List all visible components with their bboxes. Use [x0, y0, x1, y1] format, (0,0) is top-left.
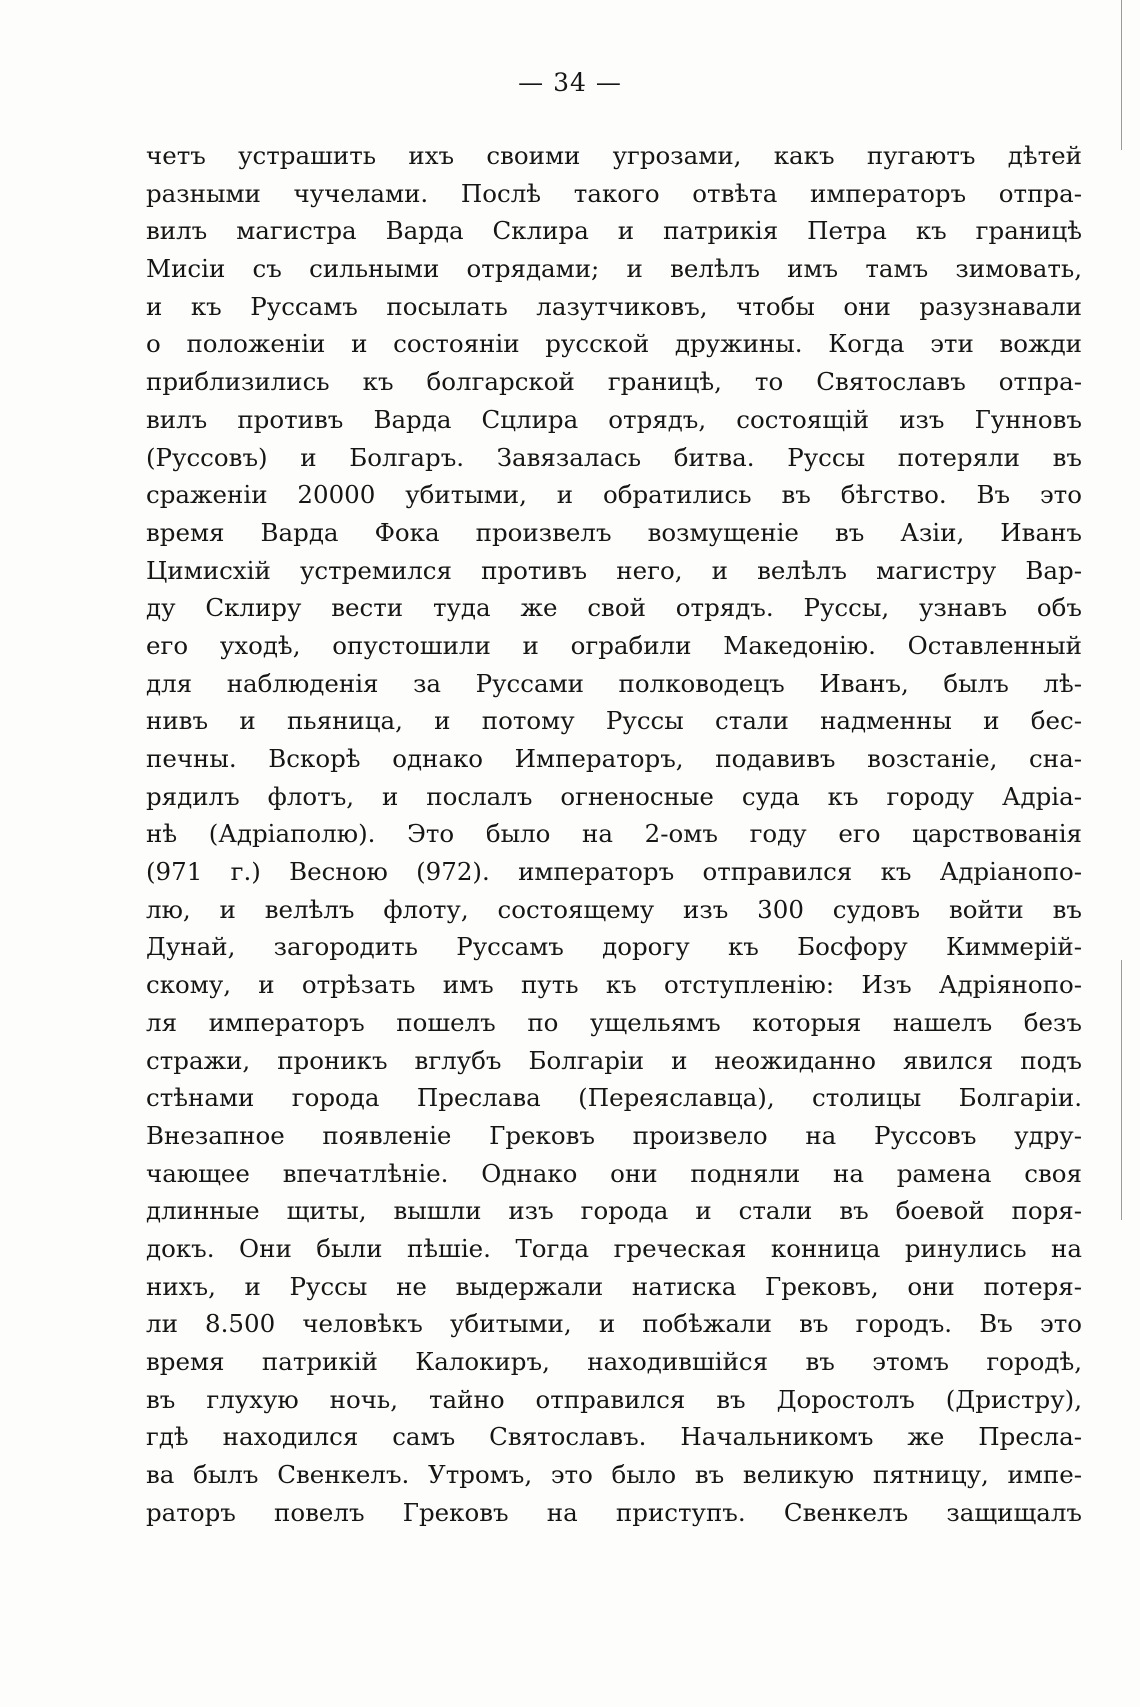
text-line: его уходѣ, опустошили и ограбили Македонію. Оставленный [146, 630, 1082, 660]
text-line: Дунай, загородить Руссамъ дорогу къ Босфору Киммерій- [146, 932, 1082, 962]
text-line: нихъ, и Руссы не выдержали натиска Грековъ, они потеря- [146, 1271, 1082, 1301]
text-line: сраженіи 20000 убитыми, и обратились въ бѣгство. Въ это [146, 480, 1082, 510]
text-line: (971 г.) Весною (972). императоръ отправился къ Адріанопо- [146, 857, 1082, 887]
text-line: вилъ магистра Варда Склира и патрикія Петра къ границѣ [146, 216, 1082, 246]
page-edge-mark [1121, 960, 1122, 1220]
text-line: вилъ противъ Варда Сцлира отрядъ, состоящій изъ Гунновъ [146, 404, 1082, 434]
text-line: чающее впечатлѣніе. Однако они подняли на рамена своя [146, 1158, 1082, 1188]
text-line: ли 8.500 человѣкъ убитыми, и побѣжали въ городъ. Въ это [146, 1309, 1082, 1339]
text-line: гдѣ находился самъ Святославъ. Начальникомъ же Пресла- [146, 1422, 1082, 1452]
text-line: и къ Руссамъ посылать лазутчиковъ, чтобы они разузнавали [146, 291, 1082, 321]
text-line: длинные щиты, вышли изъ города и стали въ боевой поря- [146, 1196, 1082, 1226]
text-line: рядилъ флотъ, и послалъ огненосные суда къ городу Адріа- [146, 781, 1082, 811]
text-line: печны. Вскорѣ однако Императоръ, подавивъ возстаніе, сна- [146, 744, 1082, 773]
text-line: лю, и велѣлъ флоту, состоящему изъ 300 судовъ войти въ [146, 894, 1082, 924]
text-line: Внезапное появленіе Грековъ произвело на Руссовъ удру- [146, 1120, 1082, 1150]
text-line: въ глухую ночь, тайно отправился въ Доростолъ (Дристру), [146, 1384, 1082, 1414]
text-line: стражи, проникъ вглубъ Болгаріи и неожиданно явился подъ [146, 1045, 1082, 1075]
text-line: разными чучелами. Послѣ такого отвѣта императоръ отпра- [146, 178, 1082, 208]
text-line: ва былъ Свенкелъ. Утромъ, это было въ великую пятницу, импе- [146, 1460, 1082, 1490]
text-line: для наблюденія за Руссами полководецъ Иванъ, былъ лѣ- [146, 668, 1082, 698]
text-line: раторъ повелъ Грековъ на приступъ. Свенкелъ защищалъ [146, 1497, 1082, 1527]
text-line: докъ. Они были пѣшіе. Тогда греческая конница ринулись на [146, 1233, 1082, 1263]
text-line: ду Склиру вести туда же свой отрядъ. Руссы, узнавъ объ [146, 593, 1082, 623]
text-line: ля императоръ пошелъ по ущельямъ которыя нашелъ безъ [146, 1007, 1082, 1037]
text-line: (Руссовъ) и Болгаръ. Завязалась битва. Руссы потеряли въ [146, 442, 1082, 472]
text-line: приблизились къ болгарской границѣ, то Святославъ отпра- [146, 367, 1082, 397]
text-line: нѣ (Адріаполю). Это было на 2-омъ году его царствованія [146, 819, 1082, 849]
text-line: Мисіи съ сильными отрядами; и велѣлъ имъ тамъ зимовать, [146, 254, 1082, 284]
text-line: скому, и отрѣзать имъ путь къ отступленію: Изъ Адріянопо- [146, 970, 1082, 1000]
text-line: о положеніи и состояніи русской дружины. Когда эти вожди [146, 329, 1082, 359]
text-line: время Варда Фока произвелъ возмущеніе въ Азіи, Иванъ [146, 517, 1082, 547]
text-line: четъ устрашить ихъ своими угрозами, какъ пугаютъ дѣтей [146, 141, 1082, 170]
text-line: нивъ и пьяница, и потому Руссы стали надменны и бес- [146, 706, 1082, 736]
page-number: — 34 — [518, 68, 622, 97]
text-line: Цимисхій устремился противъ него, и велѣлъ магистру Вар- [146, 555, 1082, 585]
text-line: стѣнами города Преслава (Переяславца), столицы Болгаріи. [146, 1083, 1082, 1113]
body-text [146, 137, 1082, 1531]
text-line: время патрикій Калокиръ, находившійся въ этомъ городѣ, [146, 1347, 1082, 1376]
